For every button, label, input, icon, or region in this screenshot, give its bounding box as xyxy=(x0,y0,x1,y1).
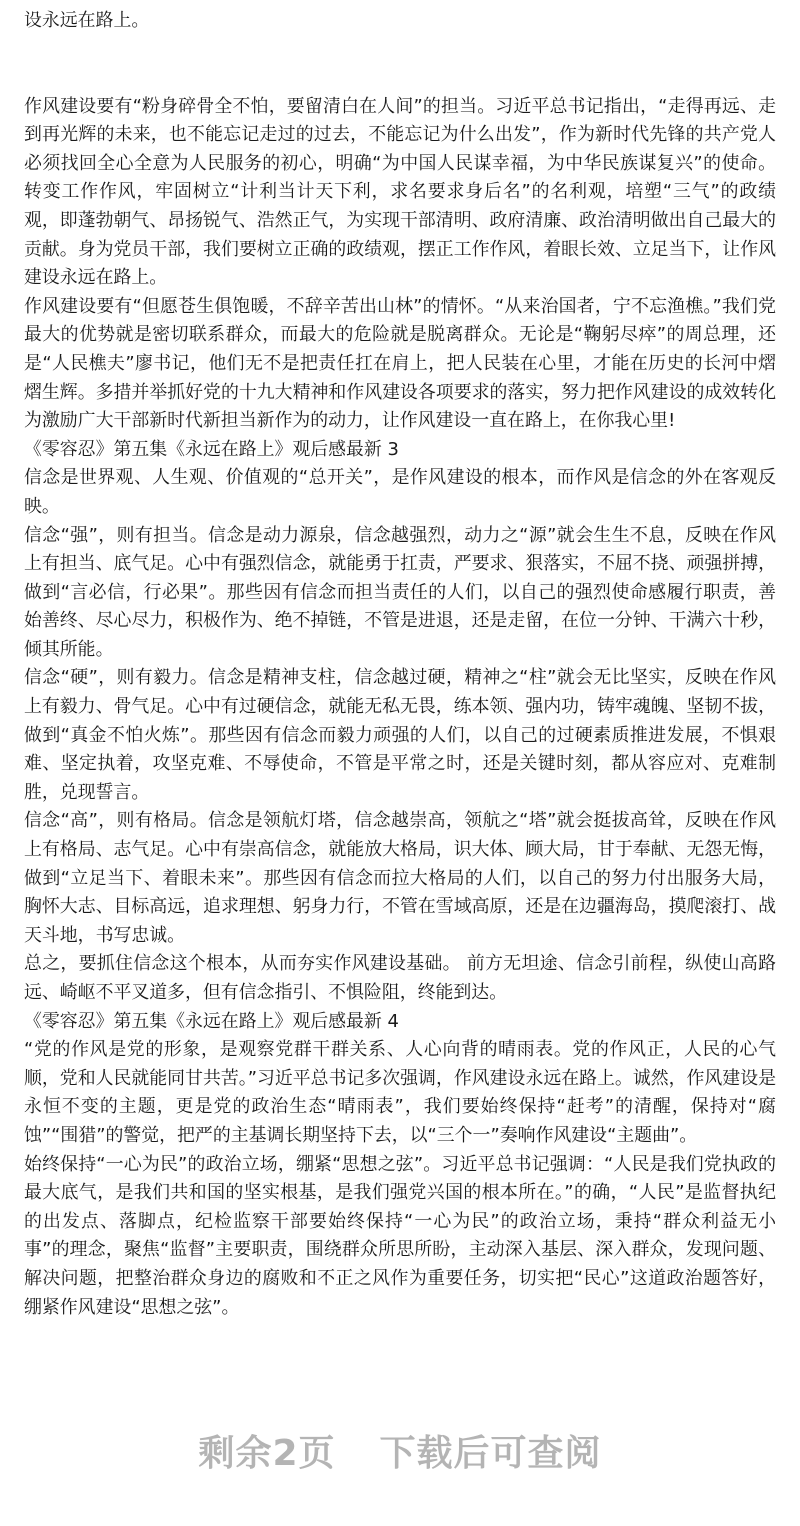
paragraph: 信念是世界观、人生观、价值观的“总开关”，是作风建设的根本，而作风是信念的外在客观反映。 xyxy=(24,467,776,517)
paragraph: 作风建设要有“但愿苍生俱饱暖，不辞辛苦出山林”的情怀。“从来治国者，宁不忘渔樵。”我们党最大的优势就是密切联系群众，而最大的危险就是脱离群众。无论是“鞠躬尽瘁”的周总理，还是“人民樵夫”廖书记，他们无不是把责任扛在肩上，把人民装在心里，才能在历史的长河中熠熠生辉。多措并举抓好党的十九大精神和作风建设各项要求的落实，努力把作风建设的成效转化为激励广大干部新时代新担当新作为的动力，让作风建设一直在路上，在你我心里! xyxy=(24,295,776,432)
paragraph: 信念“高”，则有格局。信念是领航灯塔，信念越崇高，领航之“塔”就会挺拔高耸，反映在作风上有格局、志气足。心中有崇高信念，就能放大格局，识大体、顾大局，甘于奉献、无怨无悔，做到“立足当下、着眼未来”。那些因有信念而拉大格局的人们，以自己的努力付出服务大局，胸怀大志、目标高远，追求理想、躬身力行，不管在雪域高原，还是在边疆海岛，摸爬滚打、战天斗地，书写忠诚。 xyxy=(24,810,776,946)
section-heading: 《零容忍》第五集《永远在路上》观后感最新 3 xyxy=(24,438,399,460)
intro-tail: 设永远在路上。 xyxy=(24,10,150,31)
paragraph: “党的作风是党的形象，是观察党群干群关系、人心向背的晴雨表。党的作风正，人民的心气顺，党和人民就能同甘共苦。”习近平总书记多次强调，作风建设永远在路上。诚然，作风建设是永恒不变的主题，更是党的政治生态“晴雨表”，我们要始终保持“赶考”的清醒，保持对“腐蚀”“围猎”的警觉，把严的主基调长期坚持下去，以“三个一”奏响作风建设“主题曲”。 xyxy=(24,1039,776,1146)
paragraph: 信念“强”，则有担当。信念是动力源泉，信念越强烈，动力之“源”就会生生不息，反映在作风上有担当、底气足。心中有强烈信念，就能勇于扛责，严要求、狠落实，不屈不挠、顽强拼搏，做到“言必信，行必果”。那些因有信念而担当责任的人们，以自己的强烈使命感履行职责，善始善终、尽心尽力，积极作为、绝不掉链，不管是进退，还是走留，在位一分钟、干满六十秒，倾其所能。 xyxy=(24,524,776,660)
paragraph: 作风建设要有“粉身碎骨全不怕，要留清白在人间”的担当。习近平总书记指出，“走得再远、走到再光辉的未来，也不能忘记走过的过去，不能忘记为什么出发”，作为新时代先锋的共产党人必须找回全心全意为人民服务的初心，明确“为中国人民谋幸福，为中华民族谋复兴”的使命。转变工作作风，牢固树立“计利当计天下利，求名要求身后名”的名利观，培塑“三气”的政绩观，即蓬勃朝气、昂扬锐气、浩然正气，为实现干部清明、政府清廉、政治清明做出自己最大的贡献。身为党员干部，我们要树立正确的政绩观，摆正工作作风，着眼长效、立足当下，让作风建设永远在路上。 xyxy=(24,95,776,289)
spacer xyxy=(24,36,776,93)
paragraph: 始终保持“一心为民”的政治立场，绷紧“思想之弦”。习近平总书记强调：“人民是我们党执政的最大底气，是我们共和国的坚实根基，是我们强党兴国的根本所在。”的确，“人民”是监督执纪的出发点、落脚点，纪检监察干部要始终保持“一心为民”的政治立场，秉持“群众利益无小事”的理念，聚焦“监督”主要职责，围绕群众所思所盼，主动深入基层、深入群众，发现问题、解决问题，把整治群众身边的腐败和不正之风作为重要任务，切实把“民心”这道政治题答好，绷紧作风建设“思想之弦”。 xyxy=(24,1153,776,1318)
paragraph: 信念“硬”，则有毅力。信念是精神支柱，信念越过硬，精神之“柱”就会无比坚实，反映在作风上有毅力、骨气足。心中有过硬信念，就能无私无畏，练本领、强内功，铸牢魂魄、坚韧不拔，做到“真金不怕火炼”。那些因有信念而毅力顽强的人们，以自己的过硬素质推进发展，不惧艰难、坚定执着，攻坚克难、不辱使命，不管是平常之时，还是关键时刻，都从容应对、克难制胜，兑现誓言。 xyxy=(24,667,776,803)
download-prompt[interactable] xyxy=(0,1425,800,1476)
remaining-pages-label: 剩余2页 xyxy=(198,1433,336,1474)
section-heading: 《零容忍》第五集《永远在路上》观后感最新 4 xyxy=(24,1010,399,1032)
document-body xyxy=(24,7,776,1322)
paragraph: 总之，要抓住信念这个根本，从而夯实作风建设基础。 前方无坦途、信念引前程，纵使山高路远、崎岖不平叉道多，但有信念指引、不惧险阻，终能到达。 xyxy=(24,953,776,1003)
download-hint-label: 下载后可查阅 xyxy=(379,1433,602,1474)
